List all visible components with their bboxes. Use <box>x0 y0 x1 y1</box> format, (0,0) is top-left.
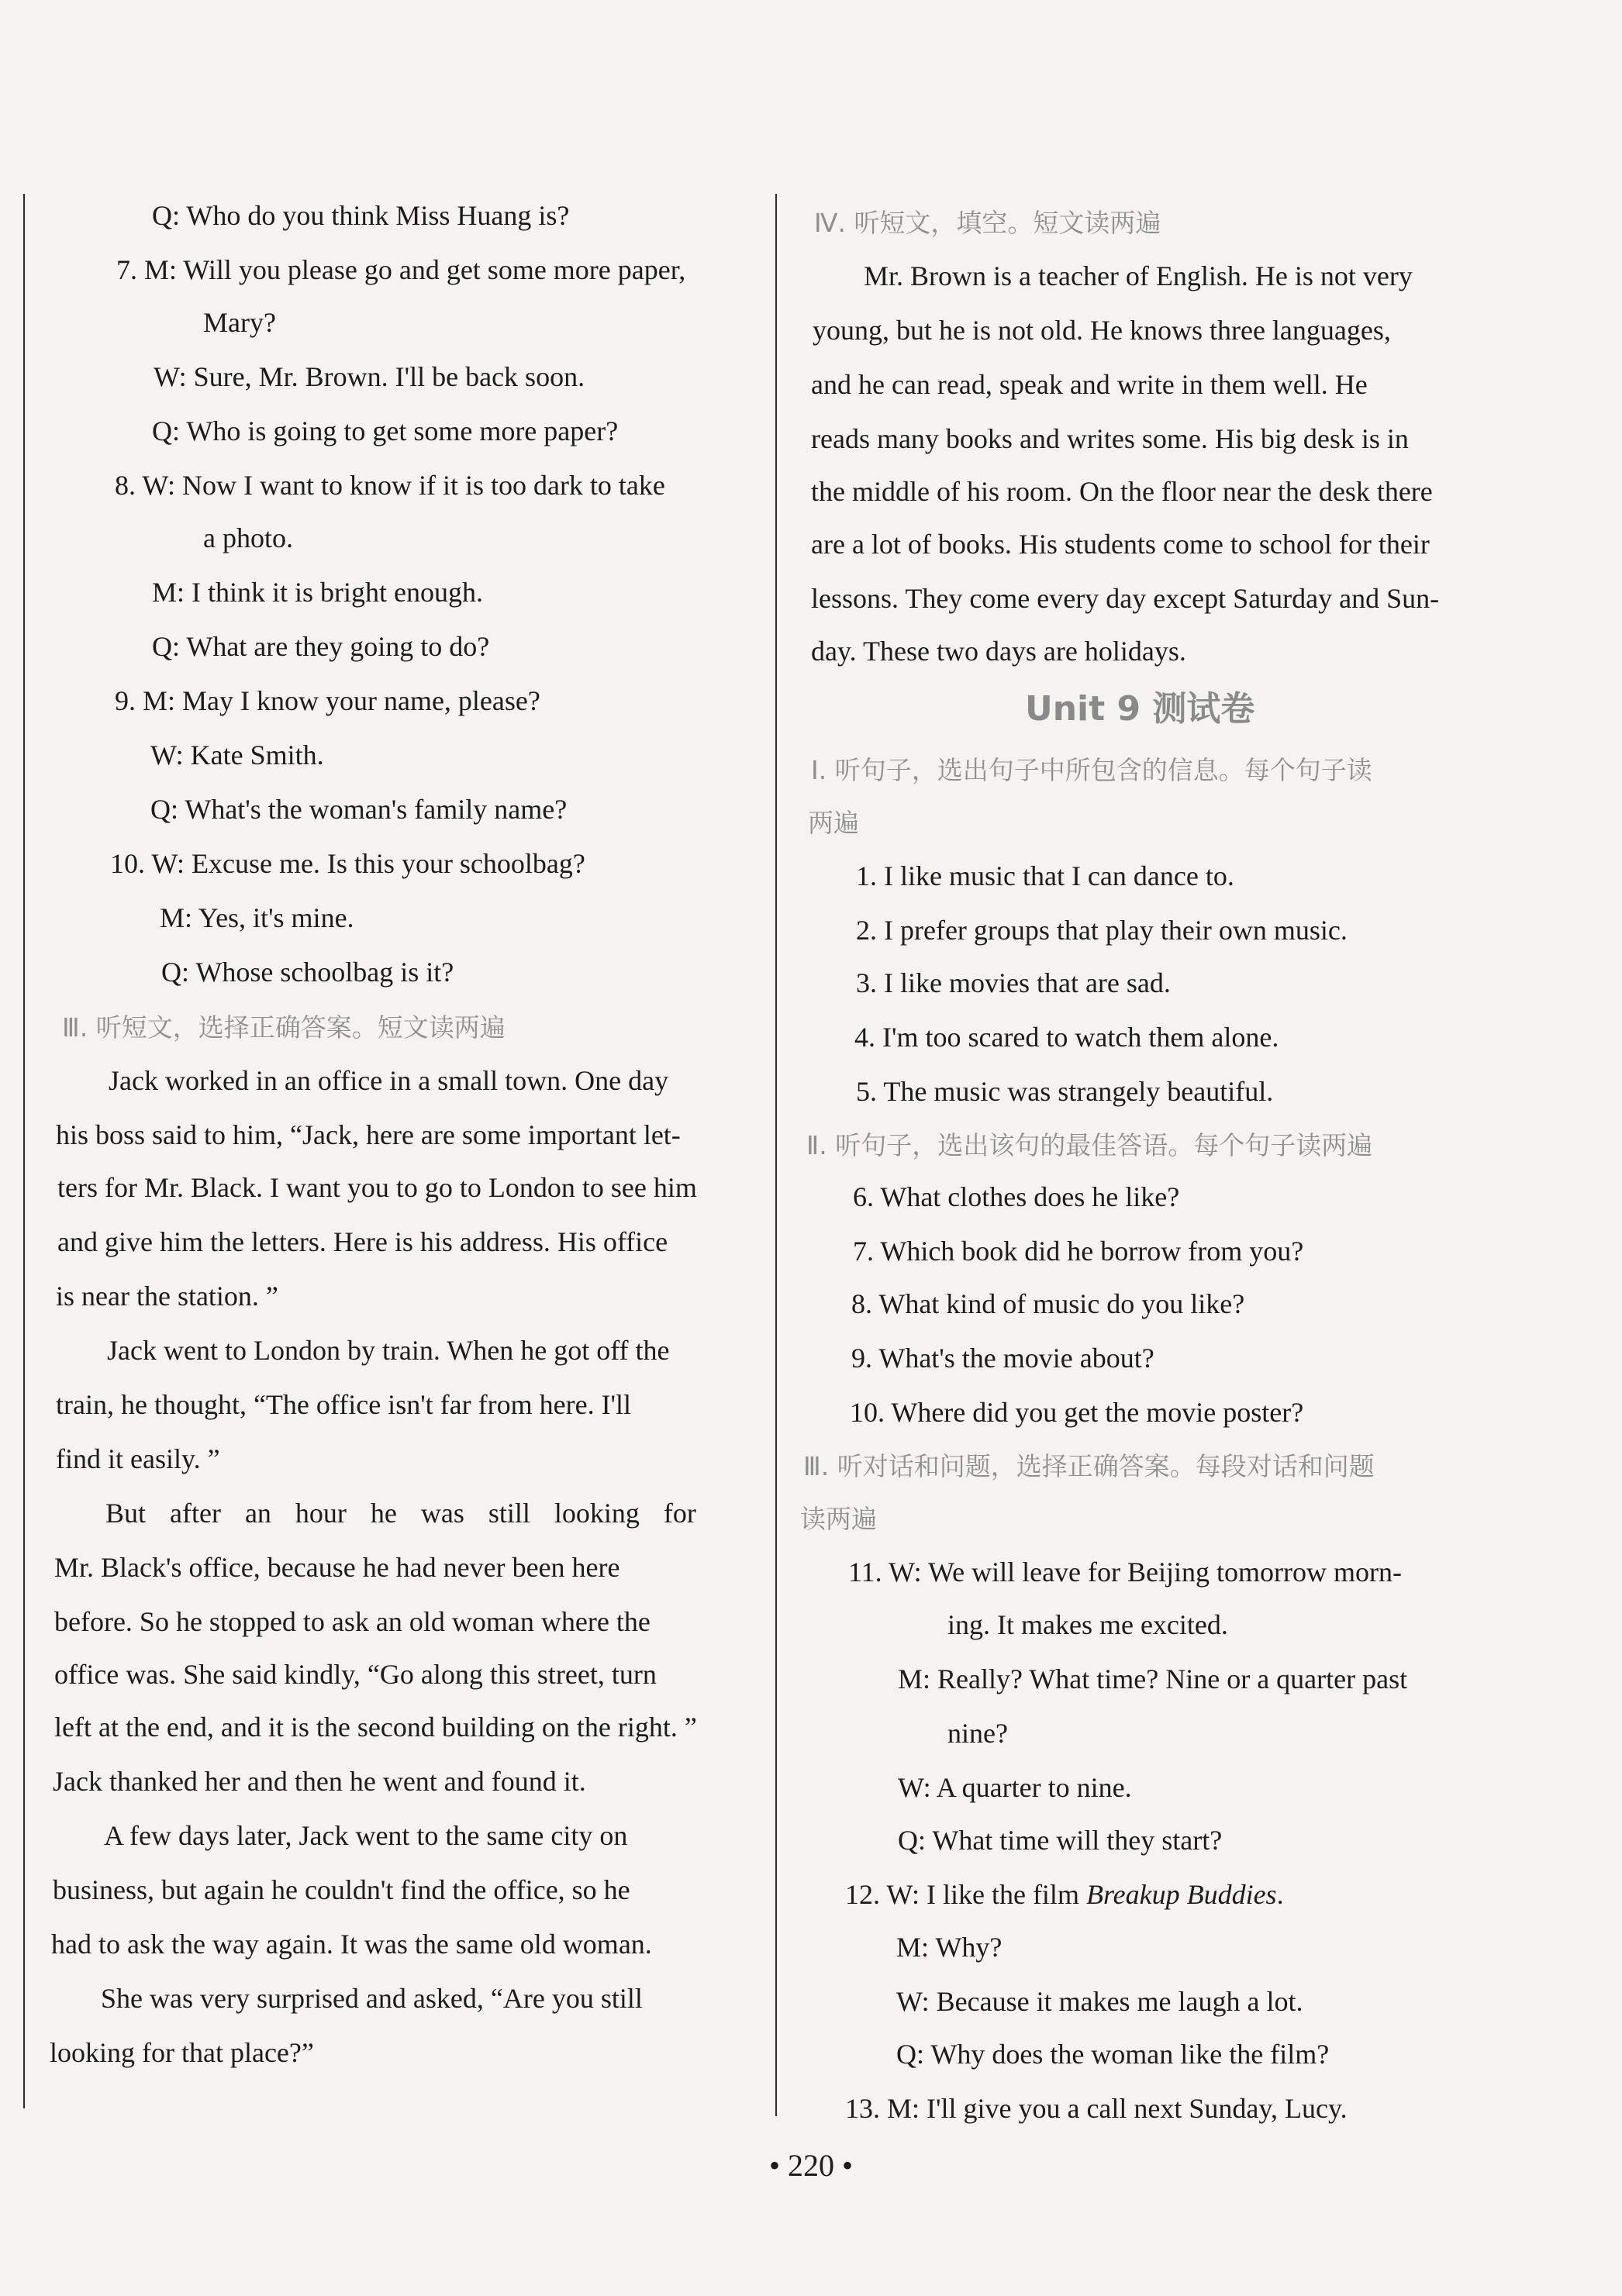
section4-heading: Ⅳ. 听短文，填空。短文读两遍 <box>814 208 1161 238</box>
part2-item: 6. What clothes does he like? <box>853 1181 1180 1212</box>
passage-line: left at the end, and it is the second building on the right. ” <box>54 1712 697 1743</box>
q12-question: Q: Why does the woman like the film? <box>896 2039 1330 2070</box>
passage-line: ters for Mr. Black. I want you to go to London to see him <box>57 1172 697 1203</box>
part2-heading: Ⅱ. 听句子，选出该句的最佳答语。每个句子读两遍 <box>806 1130 1373 1160</box>
q13-man: 13. M: I'll give you a call next Sunday, Lucy. <box>845 2093 1348 2124</box>
q9-question: Q: What's the woman's family name? <box>150 794 568 825</box>
passage-line: Jack thanked her and then he went and found it. <box>53 1766 586 1797</box>
passage4-line: young, but he is not old. He knows three languages, <box>813 315 1391 346</box>
passage4-line: day. These two days are holidays. <box>811 636 1186 667</box>
passage-line: looking for that place?” <box>50 2037 314 2068</box>
q12-man: M: Why? <box>896 1932 1003 1963</box>
q11-woman-line1: 11. W: We will leave for Beijing tomorrow morn- <box>848 1557 1402 1588</box>
q8-woman-line2: a photo. <box>203 522 293 553</box>
part2-item: 8. What kind of music do you like? <box>851 1288 1245 1319</box>
q8-question: Q: What are they going to do? <box>152 631 490 662</box>
passage-line: A few days later, Jack went to the same city on <box>104 1820 628 1851</box>
unit-title: Unit 9 测试卷 <box>1025 689 1255 729</box>
q11-woman-line2: ing. It makes me excited. <box>947 1609 1228 1640</box>
q11-question: Q: What time will they start? <box>898 1825 1223 1856</box>
passage-line: is near the station. ” <box>56 1281 278 1312</box>
left-margin-rule <box>23 194 25 2108</box>
passage-line: She was very surprised and asked, “Are you still <box>101 1983 643 2014</box>
passage-line: had to ask the way again. It was the same old woman. <box>51 1929 652 1960</box>
passage-line: business, but again he couldn't find the office, so he <box>53 1874 630 1905</box>
passage-line: Jack worked in an office in a small town. One day <box>109 1065 669 1096</box>
part3-heading-line1: Ⅲ. 听对话和问题，选择正确答案。每段对话和问题 <box>803 1451 1375 1481</box>
q9-woman: W: Kate Smith. <box>150 739 324 771</box>
film-title: Breakup Buddies <box>1085 1879 1277 1910</box>
part3-heading-line2: 读两遍 <box>800 1504 877 1534</box>
passage-line: But after an hour he was still looking for <box>105 1498 696 1529</box>
q10-man: M: Yes, it's mine. <box>160 902 354 933</box>
passage4-line: Mr. Brown is a teacher of English. He is not very <box>864 260 1413 291</box>
q11-man-line1: M: Really? What time? Nine or a quarter past <box>898 1663 1408 1694</box>
part2-item: 10. Where did you get the movie poster? <box>850 1397 1304 1428</box>
part1-item: 2. I prefer groups that play their own music. <box>856 915 1348 946</box>
part1-heading-line2: 两遍 <box>808 808 859 838</box>
passage-line: train, he thought, “The office isn't far from here. I'll <box>56 1389 632 1420</box>
q11-woman-reply: W: A quarter to nine. <box>898 1772 1132 1803</box>
q12-woman-text: 12. W: I like the film <box>845 1879 1086 1910</box>
part1-item: 4. I'm too scared to watch them alone. <box>854 1022 1279 1053</box>
passage-line: Mr. Black's office, because he had never been here <box>54 1552 620 1583</box>
part1-item: 5. The music was strangely beautiful. <box>856 1076 1274 1107</box>
passage-line: before. So he stopped to ask an old woman where the <box>54 1606 651 1637</box>
q7-question: Q: Who is going to get some more paper? <box>152 415 619 446</box>
passage4-line: are a lot of books. His students come to school for their <box>811 529 1430 560</box>
q8-woman-line1: 8. W: Now I want to know if it is too dark to take <box>115 470 665 501</box>
passage-line: Jack went to London by train. When he got off the <box>107 1335 670 1366</box>
passage-line: his boss said to him, “Jack, here are some important let- <box>56 1119 681 1150</box>
q6-question: Q: Who do you think Miss Huang is? <box>152 200 570 231</box>
column-divider <box>775 194 777 2116</box>
passage-line: and give him the letters. Here is his address. His office <box>57 1226 668 1257</box>
passage-line: office was. She said kindly, “Go along this street, turn <box>54 1659 657 1690</box>
q11-man-line2: nine? <box>947 1718 1008 1749</box>
part1-item: 1. I like music that I can dance to. <box>856 860 1234 891</box>
q7-woman: W: Sure, Mr. Brown. I'll be back soon. <box>154 361 585 392</box>
q12-woman-reply: W: Because it makes me laugh a lot. <box>896 1986 1303 2017</box>
passage-line: find it easily. ” <box>56 1443 220 1474</box>
passage4-line: the middle of his room. On the floor near the desk there <box>811 476 1433 507</box>
q10-woman: 10. W: Excuse me. Is this your schoolbag? <box>110 848 585 879</box>
q7-man-line1: 7. M: Will you please go and get some more paper, <box>116 254 686 285</box>
section3-heading: Ⅲ. 听短文，选择正确答案。短文读两遍 <box>62 1012 506 1043</box>
q10-question: Q: Whose schoolbag is it? <box>161 957 454 988</box>
passage4-line: and he can read, speak and write in them well. He <box>811 369 1368 400</box>
q12-woman-end: . <box>1276 1879 1284 1910</box>
q7-man-line2: Mary? <box>203 307 276 338</box>
q9-man: 9. M: May I know your name, please? <box>115 685 540 716</box>
page-number: • 220 • <box>768 2148 853 2183</box>
part1-item: 3. I like movies that are sad. <box>856 967 1171 998</box>
passage4-line: lessons. They come every day except Saturday and Sun- <box>811 583 1440 614</box>
q8-man: M: I think it is bright enough. <box>152 577 483 608</box>
q12-woman <box>845 1877 1284 1912</box>
passage4-line: reads many books and writes some. His big desk is in <box>811 423 1409 454</box>
part2-item: 9. What's the movie about? <box>851 1343 1154 1374</box>
part1-heading-line1: Ⅰ. 听句子，选出句子中所包含的信息。每个句子读 <box>811 755 1372 785</box>
part2-item: 7. Which book did he borrow from you? <box>853 1236 1304 1267</box>
